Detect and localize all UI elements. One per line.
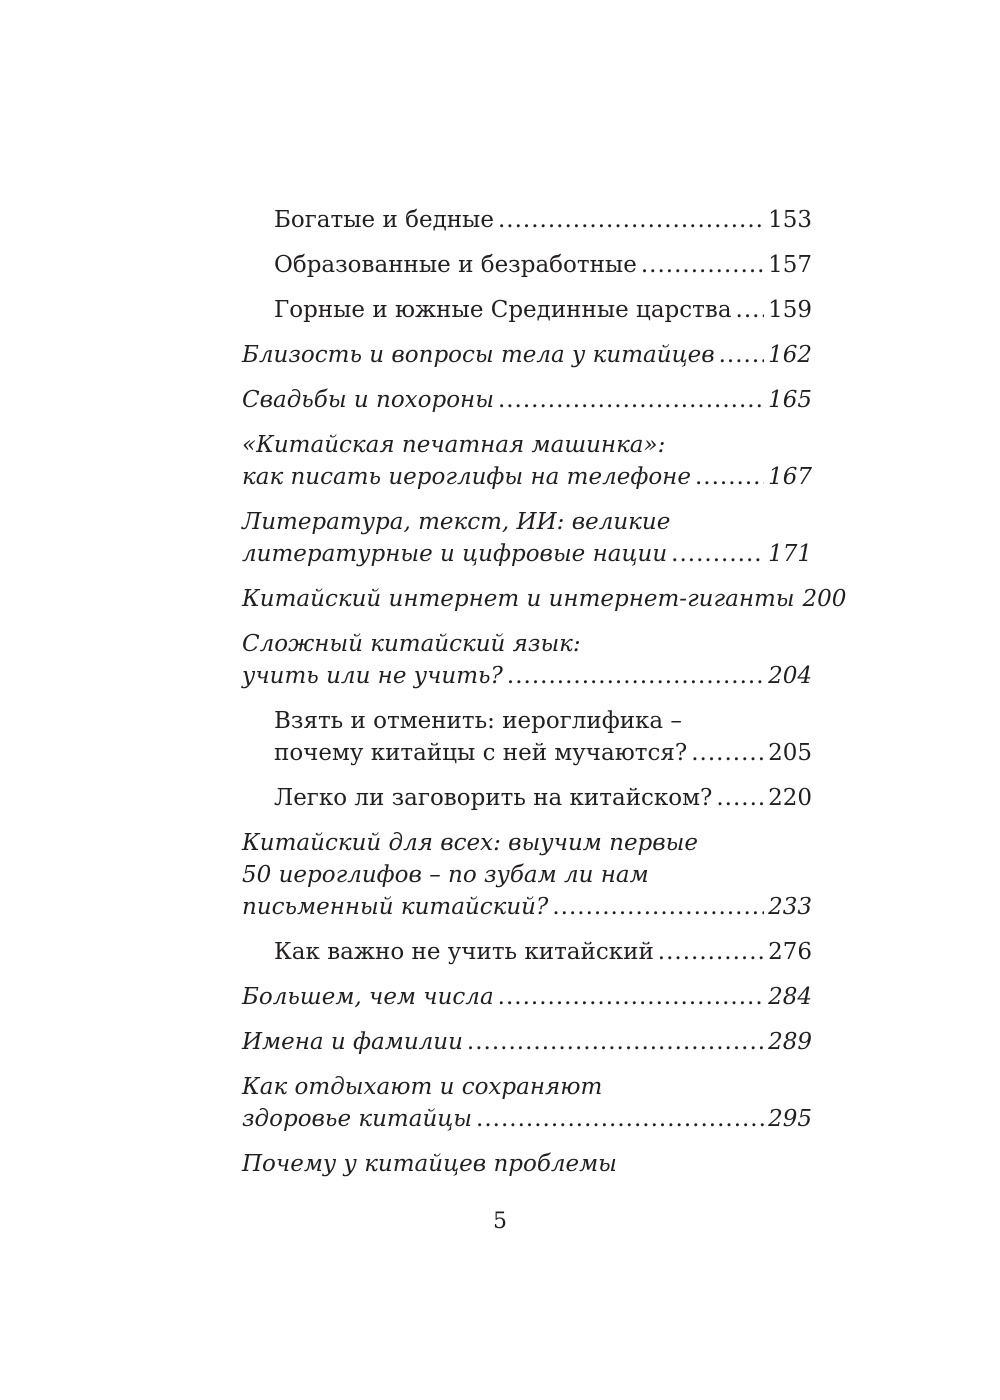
toc-entry-last-line <box>274 249 812 281</box>
toc-page-number: 171 <box>768 541 812 567</box>
toc-entry-title: Китайский интернет и интернет-гиганты <box>242 586 795 612</box>
toc-entry-last-line <box>274 204 812 236</box>
toc-chapter-entry <box>242 384 812 416</box>
toc-entry-last-line <box>274 737 812 769</box>
dot-leader <box>671 538 764 570</box>
toc-chapter-entry <box>242 827 812 923</box>
toc-chapter-entry <box>242 628 812 692</box>
toc-chapter-entry <box>242 981 812 1013</box>
toc-entry-last-line <box>242 1026 812 1058</box>
dot-leader <box>736 294 765 326</box>
page-number: 5 <box>493 1209 507 1234</box>
toc-entry-line: Почему у китайцев проблемы <box>242 1151 617 1177</box>
dot-leader <box>695 461 764 493</box>
toc-chapter-entry <box>242 583 847 615</box>
toc-page-number: 157 <box>768 252 812 278</box>
toc-entry-last-line <box>242 538 812 570</box>
toc-entry-title: здоровье китайцы <box>242 1106 473 1132</box>
toc-page-number: 205 <box>768 740 812 766</box>
toc-entry-title: Легко ли заговорить на китайском? <box>274 785 713 811</box>
toc-entry-title: Образованные и безработные <box>274 252 637 278</box>
toc-chapter-entry <box>242 1148 812 1180</box>
toc-entry-title: Имена и фамилии <box>242 1029 463 1055</box>
toc-entry-last-line <box>242 461 812 493</box>
toc-entry-title: письменный китайский? <box>242 894 549 920</box>
toc-entry-title: литературные и цифровые нации <box>242 541 668 567</box>
toc-entry-title: Как важно не учить китайский <box>274 939 654 965</box>
table-of-contents <box>242 204 847 1193</box>
toc-entry-line: Китайский для всех: выучим первые <box>242 830 699 856</box>
dot-leader <box>641 249 764 281</box>
dot-leader <box>498 981 764 1013</box>
dot-leader <box>498 204 764 236</box>
toc-entry-last-line <box>274 782 812 814</box>
dot-leader <box>719 339 764 371</box>
toc-section-entry <box>242 294 812 326</box>
dot-leader <box>552 891 764 923</box>
toc-page-number: 204 <box>768 663 812 689</box>
toc-chapter-entry <box>242 339 812 371</box>
toc-entry-last-line <box>242 1103 812 1135</box>
dot-leader <box>658 936 764 968</box>
dot-leader <box>716 782 764 814</box>
toc-entry-title: Богатые и бедные <box>274 207 494 233</box>
toc-chapter-entry <box>242 506 812 570</box>
toc-entry-title: Близость и вопросы тела у китайцев <box>242 342 715 368</box>
toc-page-number: 289 <box>768 1029 812 1055</box>
toc-section-entry <box>242 936 812 968</box>
toc-entry-line: 50 иероглифов – по зубам ли нам <box>242 862 649 888</box>
toc-entry-last-line <box>274 294 812 326</box>
dot-leader <box>498 384 764 416</box>
toc-entry-title: как писать иероглифы на телефоне <box>242 464 691 490</box>
toc-page-number: 220 <box>768 785 812 811</box>
dot-leader <box>691 737 764 769</box>
toc-entry-title: Большем, чем числа <box>242 984 494 1010</box>
toc-entry-last-line <box>242 339 812 371</box>
toc-section-entry <box>242 705 812 769</box>
toc-page-number: 276 <box>768 939 812 965</box>
toc-page-number: 233 <box>768 894 812 920</box>
dot-leader <box>476 1103 764 1135</box>
toc-entry-last-line <box>274 936 812 968</box>
toc-chapter-entry <box>242 429 812 493</box>
toc-section-entry <box>242 249 812 281</box>
toc-page-number: 159 <box>768 297 812 323</box>
toc-page-number: 295 <box>768 1106 812 1132</box>
dot-leader <box>507 660 764 692</box>
toc-entry-last-line <box>242 384 812 416</box>
toc-section-entry <box>242 204 812 236</box>
toc-page-number: 200 <box>802 586 847 612</box>
toc-entry-title: учить или не учить? <box>242 663 503 689</box>
dot-leader <box>467 1026 764 1058</box>
toc-entry-title: Свадьбы и похороны <box>242 387 494 413</box>
toc-entry-title: Горные и южные Срединные царства <box>274 297 732 323</box>
toc-chapter-entry <box>242 1071 812 1135</box>
toc-entry-line: Сложный китайский язык: <box>242 631 581 657</box>
toc-entry-last-line <box>242 583 847 615</box>
toc-page-number: 284 <box>768 984 812 1010</box>
toc-page-number: 165 <box>768 387 812 413</box>
toc-chapter-entry <box>242 1026 812 1058</box>
toc-entry-line: «Китайская печатная машинка»: <box>242 432 666 458</box>
toc-entry-last-line <box>242 981 812 1013</box>
toc-page-number: 167 <box>768 464 812 490</box>
toc-page-number: 153 <box>768 207 812 233</box>
toc-entry-line: Литература, текст, ИИ: великие <box>242 509 671 535</box>
toc-entry-line: Взять и отменить: иероглифика – <box>274 708 682 734</box>
toc-entry-last-line <box>242 891 812 923</box>
toc-entry-title: почему китайцы с ней мучаются? <box>274 740 688 766</box>
toc-page-number: 162 <box>768 342 812 368</box>
toc-section-entry <box>242 782 812 814</box>
toc-entry-line: Как отдыхают и сохраняют <box>242 1074 603 1100</box>
toc-entry-last-line <box>242 660 812 692</box>
